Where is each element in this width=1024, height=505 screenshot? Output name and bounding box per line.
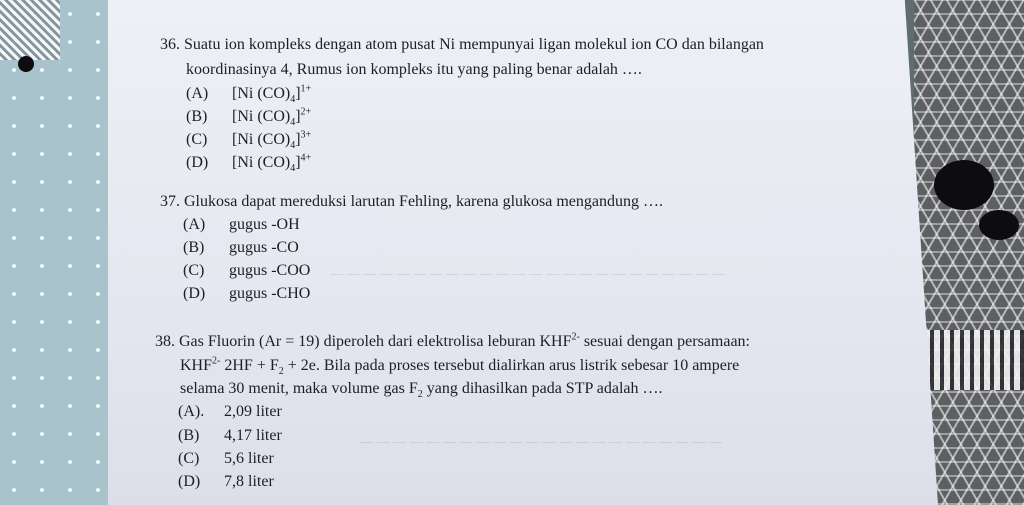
question-36-line-1 bbox=[160, 33, 764, 57]
option-37-a: (A) gugus -OH bbox=[183, 216, 300, 233]
option-36-b: (B) [Ni $(CO)_4]^{2+}$ bbox=[186, 106, 312, 129]
question-37-line-1 bbox=[160, 190, 663, 214]
option-38-d: (D) 7,8 liter bbox=[178, 473, 274, 490]
option-36-c: (C) [Ni $(CO)_4]^{3+}$ bbox=[186, 129, 312, 152]
option-37-b: (B) gugus -CO bbox=[183, 239, 299, 256]
question-38-line-2: $KHF^{2-}$ $2HF + F_2 + 2e$. Bila pada proses tersebut dialirkan arus listrik sebesar 10 ampere bbox=[180, 355, 740, 378]
option-36-d: (D) [Ni $(CO)_4]^{4+}$ bbox=[186, 152, 312, 175]
question-number: 38. bbox=[155, 333, 175, 350]
option-38-a: (A). 2,09 liter bbox=[178, 403, 282, 420]
question-36-line-2: koordinasinya 4, Rumus ion kompleks itu yang paling benar adalah …. bbox=[186, 61, 642, 78]
question-38-line-3: selama 30 menit, maka volume gas $F_2$ yang dihasilkan pada STP adalah …. bbox=[180, 380, 663, 401]
option-38-b: (B) 4,17 liter bbox=[178, 427, 282, 444]
question-number: 36. bbox=[160, 36, 180, 53]
question-38-line-1: 38. Gas Fluorin (Ar = 19) diperoleh dari elektrolisa leburan $KHF^{2-}$ sesuai dengan persamaan: bbox=[155, 331, 750, 350]
question-number: 37. bbox=[160, 193, 180, 210]
bleed-through-text: — — — — — — — — — — — — — — — — — — — — — — — — bbox=[330, 266, 726, 281]
option-37-d: (D) gugus -CHO bbox=[183, 285, 311, 302]
option-37-c: (C) gugus -COO bbox=[183, 262, 311, 279]
question-text: Suatu ion kompleks dengan atom pusat Ni mempunyai ligan molekul ion CO dan bilangan bbox=[184, 36, 764, 53]
option-36-a: (A) [Ni $(CO)_4]^{1+}$ bbox=[186, 83, 312, 106]
question-text: Glukosa dapat mereduksi larutan Fehling, karena glukosa mengandung …. bbox=[184, 193, 663, 210]
bleed-through-text: — — — — — — — — — — — — — — — — — — — — — — bbox=[360, 434, 722, 449]
option-38-c: (C) 5,6 liter bbox=[178, 450, 274, 467]
